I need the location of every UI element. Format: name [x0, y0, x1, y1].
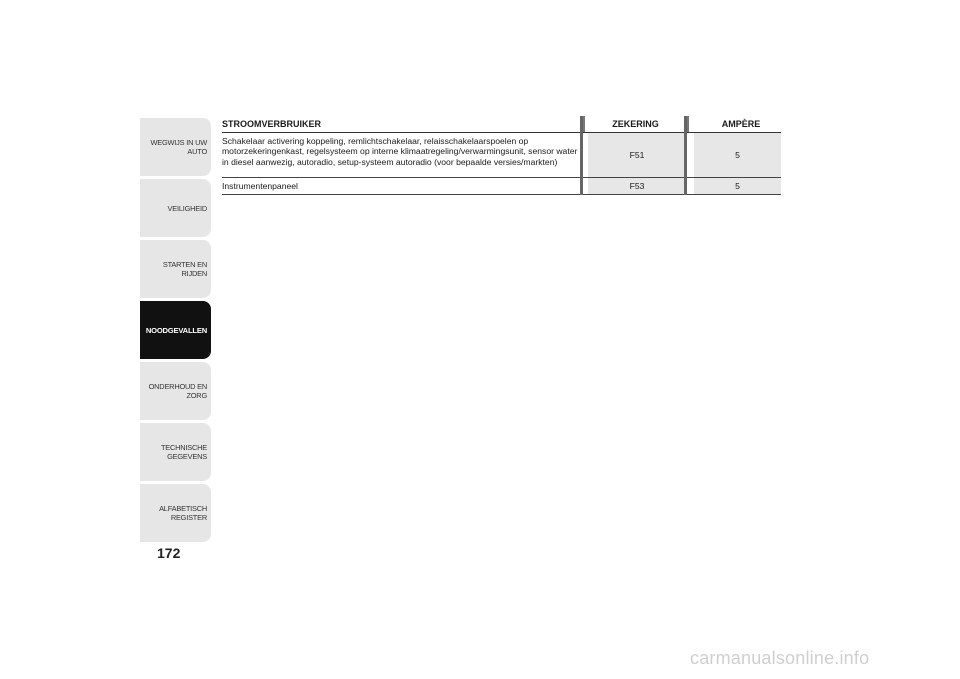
- header-consumer: STROOMVERBRUIKER: [222, 119, 322, 129]
- column-divider: [580, 116, 583, 195]
- tab-label: VEILIGHEID: [167, 203, 207, 213]
- tab-veiligheid[interactable]: [140, 179, 211, 237]
- tab-starten-en-rijden[interactable]: [140, 240, 211, 298]
- tab-onderhoud-en-zorg[interactable]: [140, 362, 211, 420]
- fuse-table: [222, 116, 781, 195]
- tab-label: WEGWIJS IN UW AUTO: [150, 138, 207, 156]
- cell-fuse: F51: [582, 133, 686, 177]
- table-header: [222, 116, 781, 133]
- cell-ampere: 5: [686, 178, 781, 194]
- tab-technische-gegevens[interactable]: [140, 423, 211, 481]
- header-ampere: AMPÈRE: [686, 116, 781, 132]
- table-row: [222, 178, 781, 195]
- tab-label: TECHNISCHE GEGEVENS: [160, 443, 207, 461]
- cell-consumer: Schakelaar activering koppeling, remlichtschakelaar, relaisschakelaarspoelen op motorzekeringenkast, regelsysteem op interne klimaatregeling/verwarmingsunit, sensor water in diesel aanwezig, autoradio, setup-systeem autoradio (voor bepaalde versies/markten): [222, 136, 578, 167]
- watermark: carmanualsonline.info: [690, 648, 870, 668]
- tab-label: ALFABETISCH REGISTER: [159, 504, 207, 522]
- column-divider: [684, 116, 687, 195]
- page-number: 172: [157, 545, 181, 561]
- tab-label: NOODGEVALLEN: [145, 325, 207, 335]
- tab-label: ONDERHOUD EN ZORG: [148, 382, 207, 400]
- tab-label: STARTEN EN RIJDEN: [162, 260, 207, 278]
- tab-wegwijs-in-uw-auto[interactable]: [140, 118, 211, 176]
- cell-fuse: F53: [582, 178, 686, 194]
- cell-ampere: 5: [686, 133, 781, 177]
- tab-alfabetisch-register[interactable]: [140, 484, 211, 542]
- table-row: [222, 133, 781, 178]
- cell-consumer: Instrumentenpaneel: [222, 181, 298, 191]
- tab-noodgevallen[interactable]: [140, 301, 211, 359]
- header-fuse: ZEKERING: [582, 116, 686, 132]
